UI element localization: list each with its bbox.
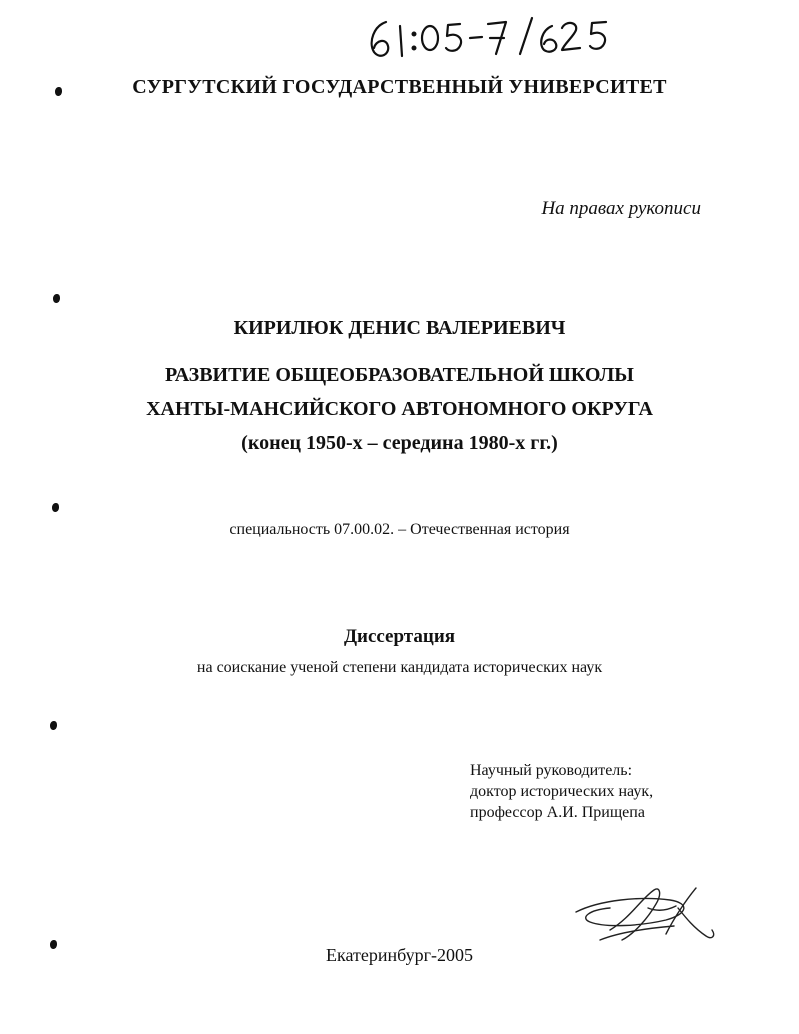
document-type: Диссертация <box>343 626 456 647</box>
degree-description: на соискание ученой степени кандидата исторических наук <box>196 659 603 676</box>
supervisor-degree: доктор исторических наук, <box>470 783 654 800</box>
signature <box>570 878 720 950</box>
supervisor-label: Научный руководитель: <box>470 762 633 779</box>
title-line-1: РАЗВИТИЕ ОБЩЕОБРАЗОВАТЕЛЬНОЙ ШКОЛЫ <box>165 364 634 386</box>
scan-mark-4 <box>50 721 57 730</box>
handwritten-archive-number <box>360 4 620 64</box>
title-line-2: ХАНТЫ-МАНСИЙСКОГО АВТОНОМНОГО ОКРУГА <box>146 398 653 420</box>
supervisor-name: профессор А.И. Прищепа <box>470 804 645 821</box>
author-name: КИРИЛЮК ДЕНИС ВАЛЕРИЕВИЧ <box>233 317 566 339</box>
supervisor-block <box>470 760 653 823</box>
city-year: Екатеринбург-2005 <box>326 945 473 965</box>
scan-mark-1 <box>55 87 62 96</box>
scan-mark-5 <box>50 940 57 949</box>
manuscript-note: На правах рукописи <box>541 198 701 219</box>
university-name: СУРГУТСКИЙ ГОСУДАРСТВЕННЫЙ УНИВЕРСИТЕТ <box>132 76 667 98</box>
scan-mark-2 <box>53 294 60 303</box>
scan-mark-3 <box>52 503 59 512</box>
specialty: специальность 07.00.02. – Отечественная история <box>229 521 570 538</box>
title-line-3: (конец 1950-х – середина 1980-х гг.) <box>241 432 558 454</box>
